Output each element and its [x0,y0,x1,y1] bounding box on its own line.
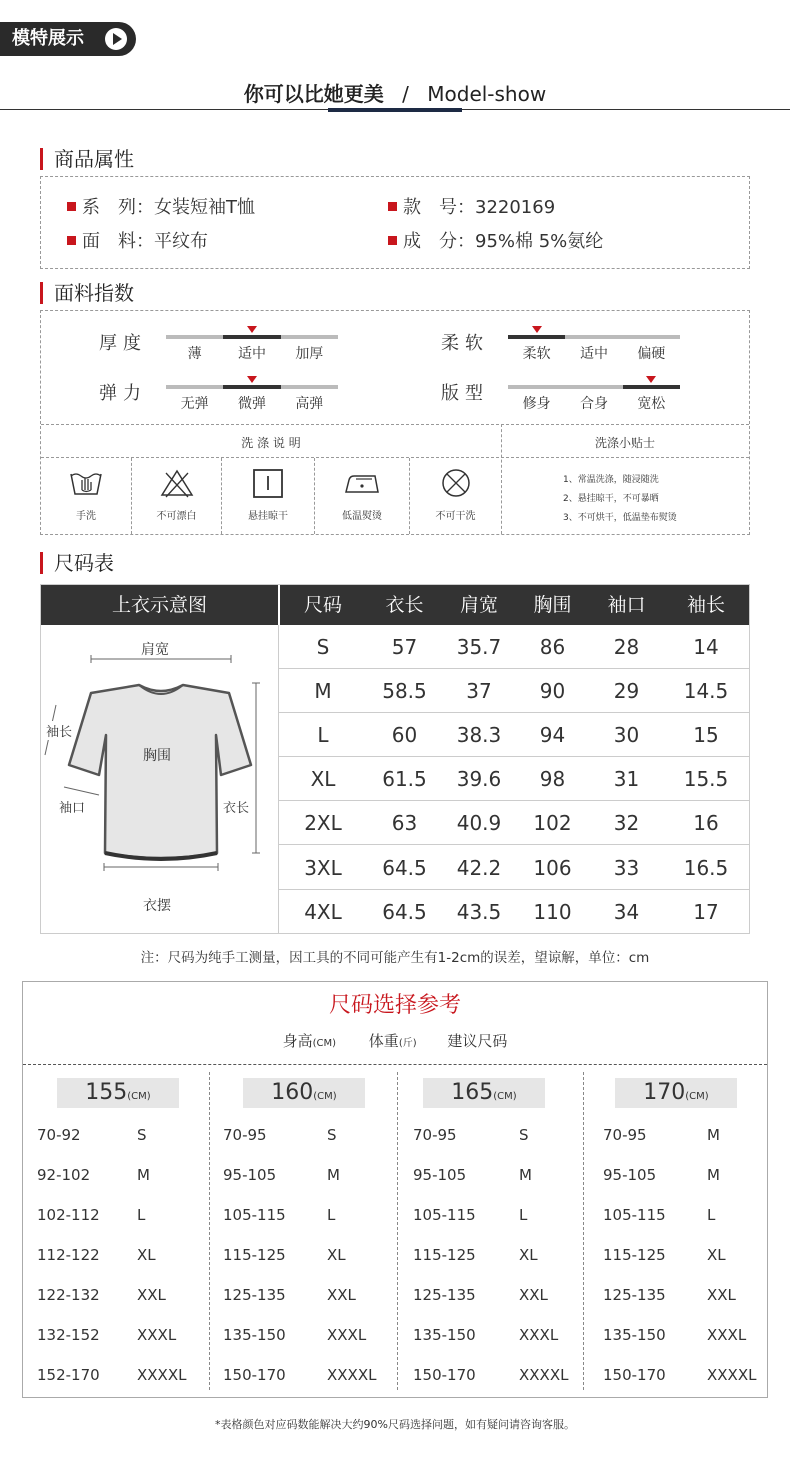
recommended-size: L [707,1206,716,1224]
table-cell: 17 [693,899,719,924]
index-track [508,335,680,339]
table-cell: 102 [533,811,572,836]
table-cell: 39.6 [456,767,502,792]
index-option: 薄 [187,346,202,362]
recommended-size: L [137,1206,146,1224]
recommended-size: XXL [707,1286,736,1304]
height-column-header [57,1078,179,1108]
height-value: 165 [451,1080,494,1105]
care-label: 手洗 [76,511,96,522]
subtitle-cn: 你可以比她更美 [243,82,384,106]
care-icons-row [41,458,501,534]
table-row [279,801,749,845]
table-cell: 30 [613,723,640,748]
recommended-size: M [519,1166,532,1184]
size-ref-footnote: *表格颜色对应码数能解决大约90%尺码选择问题，如有疑问请咨询客服。 [215,1418,575,1431]
table-cell: 57 [391,635,418,659]
height-unit: (CM) [685,1091,709,1102]
recommended-size: XXL [137,1286,166,1304]
care-label: 不可漂白 [156,511,197,522]
recommended-size: XXL [327,1286,356,1304]
attr-style-no: 款 号：3220169 [388,193,555,219]
table-cell: XL [310,767,336,792]
table-cell: L [317,723,329,748]
attr-composition: 成 分：95%棉 5%氨纶 [388,227,603,253]
care-label: 悬挂晾干 [248,511,288,522]
table-cell: 16 [693,811,719,836]
weight-range: 125-135 [223,1286,286,1304]
care-title: 洗 涤 说 明 [241,436,301,450]
index-option: 微弹 [237,396,266,412]
table-cell: 14 [693,635,719,659]
legend-size: 建议尺码 [447,1032,508,1050]
table-cell: S [316,635,330,659]
low-iron-icon [342,468,382,498]
tshirt-diagram [41,625,278,934]
no-bleach-icon [159,468,195,498]
weight-range: 92-102 [37,1166,91,1184]
table-cell: 61.5 [382,767,427,792]
weight-range: 135-150 [223,1326,286,1344]
height-value: 160 [271,1080,314,1105]
table-cell: 4XL [304,899,342,924]
table-cell: 58.5 [382,679,427,704]
weight-range: 112-122 [37,1246,100,1264]
index-option: 柔软 [522,346,551,362]
recommended-size: XXXXL [137,1366,187,1384]
weight-range: 102-112 [37,1206,100,1224]
index-track [166,335,338,339]
index-label: 弹力 [99,383,147,404]
table-cell: 40.9 [456,811,502,836]
recommended-size: XXXL [519,1326,559,1344]
weight-range: 132-152 [37,1326,100,1344]
recommended-size: XXL [519,1286,548,1304]
attributes-box [40,176,750,269]
column-header: 袖口 [607,594,646,616]
care-label: 不可干洗 [435,511,476,522]
index-option: 修身 [522,396,551,412]
legend-weight-unit: (斤) [398,1038,417,1049]
table-cell: 31 [613,767,640,792]
index-option: 偏硬 [637,346,666,362]
table-cell: 28 [613,635,640,659]
height-value: 170 [643,1080,686,1105]
table-cell: 34 [613,899,640,924]
table-cell: 32 [613,811,640,836]
index-option: 加厚 [295,346,324,362]
care-label: 低温熨烫 [342,511,382,522]
weight-range: 125-135 [603,1286,666,1304]
table-cell: 60 [391,723,418,748]
header-divider-accent [328,108,462,112]
recommended-size: XXXXL [707,1366,757,1384]
care-item-hand-wash [41,458,132,534]
index-track [508,385,680,389]
legend-height: 身高 [282,1032,313,1050]
table-cell: 37 [466,679,492,704]
weight-range: 95-105 [413,1166,467,1184]
table-row [279,846,749,890]
column-divider [583,1072,584,1390]
height-column-header [423,1078,545,1108]
table-row [279,625,749,669]
table-cell: 94 [539,723,566,748]
height-unit: (CM) [127,1091,151,1102]
weight-range: 70-95 [603,1126,647,1144]
index-option: 适中 [579,346,608,362]
size-ref-legend [23,1030,767,1051]
weight-range: 122-132 [37,1286,100,1304]
no-dry-clean-icon [438,468,474,498]
table-cell: 35.7 [456,635,502,659]
height-column-header [615,1078,737,1108]
subtitle-en: Model-show [427,82,547,106]
subtitle-separator: / [402,82,409,106]
play-icon[interactable] [105,28,127,50]
recommended-size: S [327,1126,337,1144]
weight-range: 135-150 [413,1326,476,1344]
table-cell: 38.3 [456,723,502,748]
recommended-size: XXXL [137,1326,177,1344]
selected-marker-icon [646,376,656,383]
recommended-size: M [137,1166,150,1184]
weight-range: 95-105 [223,1166,277,1184]
weight-range: 125-135 [413,1286,476,1304]
size-chart-note: 注：尺码为纯手工测量，因工具的不同可能产生有1-2cm的误差，望谅解，单位：cm [140,950,650,966]
table-row [279,890,749,934]
column-divider [397,1072,398,1390]
recommended-size: XL [519,1246,538,1264]
label-cuff: 袖口 [59,801,86,816]
recommended-size: S [137,1126,147,1144]
care-tips [563,471,677,528]
table-cell: 110 [533,899,572,924]
weight-range: 115-125 [603,1246,666,1264]
label-sleeve-length: 袖长 [46,721,72,740]
weight-range: 95-105 [603,1166,657,1184]
size-chart-header [41,585,749,625]
legend-height-unit: (CM) [312,1038,337,1049]
height-unit: (CM) [313,1091,337,1102]
selected-marker-icon [247,326,257,333]
tips-title: 洗涤小贴士 [594,436,655,450]
bullet-icon [67,202,76,211]
index-track-selected [223,385,280,389]
table-cell: 29 [613,679,640,704]
weight-range: 135-150 [603,1326,666,1344]
care-divider-top [41,424,749,425]
fabric-box [40,310,750,535]
attr-fabric: 面 料：平纹布 [67,227,208,253]
index-label: 厚度 [99,333,147,354]
table-row [279,713,749,757]
weight-range: 70-95 [223,1126,267,1144]
column-header: 肩宽 [459,594,498,616]
hand-wash-icon [68,468,104,498]
table-cell: 42.2 [456,855,502,880]
attr-series: 系 列：女装短袖T恤 [67,193,255,219]
care-tip: 2、悬挂晾干，不可暴晒 [563,494,659,504]
index-label: 柔软 [441,333,489,354]
table-cell: 86 [539,635,566,659]
weight-range: 105-115 [413,1206,476,1224]
index-track [166,385,338,389]
care-tip: 1、常温洗涤，随浸随洗 [563,475,659,485]
table-cell: 64.5 [382,899,427,924]
index-option: 高弹 [295,396,324,412]
section-title-size-chart: 尺码表 [40,552,114,574]
section-tag-model-show [0,22,136,56]
table-cell: 33 [613,855,640,880]
weight-range: 150-170 [413,1366,476,1384]
section-title-fabric: 面料指数 [40,282,134,304]
height-column-header [243,1078,365,1108]
height-value: 155 [85,1080,128,1105]
recommended-size: M [707,1126,720,1144]
size-chart-table [40,584,750,934]
table-cell: 43.5 [456,899,502,924]
weight-range: 150-170 [603,1366,666,1384]
bullet-icon [388,202,397,211]
column-header: 尺码 [303,594,342,616]
recommended-size: XL [707,1246,726,1264]
label-hem: 衣摆 [143,898,171,914]
index-label: 版型 [441,383,489,404]
weight-range: 150-170 [223,1366,286,1384]
table-cell: 3XL [304,855,342,880]
recommended-size: L [327,1206,336,1224]
weight-range: 70-95 [413,1126,457,1144]
table-cell: 2XL [304,811,342,836]
column-header: 衣长 [385,594,424,616]
size-ref-title: 尺码选择参考 [328,993,461,1018]
column-header: 胸围 [533,594,572,616]
table-cell: 64.5 [382,855,427,880]
table-row [279,757,749,801]
weight-range: 115-125 [413,1246,476,1264]
height-unit: (CM) [493,1091,517,1102]
selected-marker-icon [247,376,257,383]
tshirt-icon [41,625,278,934]
index-option: 合身 [579,396,608,412]
label-chest: 胸围 [143,748,171,764]
care-item-hang-dry [222,458,315,534]
recommended-size: XXXXL [327,1366,377,1384]
label-shoulder: 肩宽 [141,642,169,658]
page-subtitle [0,78,790,107]
label-length: 衣长 [223,797,249,816]
table-cell: 14.5 [683,679,729,704]
recommended-size: XL [327,1246,346,1264]
care-item-no-bleach [132,458,222,534]
index-option: 宽松 [637,396,666,412]
index-option: 适中 [237,346,266,362]
index-track-selected [223,335,280,339]
weight-range: 105-115 [223,1206,286,1224]
bullet-icon [67,236,76,245]
section-tag-label: 模特展示 [12,28,84,49]
recommended-size: L [519,1206,528,1224]
index-track-selected [623,385,680,389]
recommended-size: S [519,1126,529,1144]
weight-range: 152-170 [37,1366,100,1384]
table-cell: 90 [539,679,566,704]
index-track-selected [508,335,565,339]
index-option: 无弹 [180,396,209,412]
column-header: 袖长 [686,594,725,616]
recommended-size: XXXL [327,1326,367,1344]
table-cell: 16.5 [683,855,729,880]
recommended-size: XXXXL [519,1366,569,1384]
table-cell: 63 [391,811,418,836]
weight-range: 70-92 [37,1126,81,1144]
table-cell: 98 [539,767,566,792]
table-row [279,669,749,713]
weight-range: 115-125 [223,1246,286,1264]
selected-marker-icon [532,326,542,333]
weight-range: 105-115 [603,1206,666,1224]
table-cell: 106 [533,855,572,880]
table-cell: 15 [693,723,719,748]
recommended-size: XXXL [707,1326,747,1344]
care-tip: 3、不可烘干，低温垫布熨烫 [563,513,677,523]
size-ref-box [22,981,768,1398]
diagram-header: 上衣示意图 [111,594,207,616]
care-item-low-iron [315,458,410,534]
legend-weight: 体重 [368,1032,399,1050]
care-item-no-dry-clean [410,458,501,534]
size-ref-divider [23,1064,767,1065]
bullet-icon [388,236,397,245]
table-cell: 15.5 [683,767,729,792]
hang-dry-icon [250,468,286,498]
recommended-size: M [327,1166,340,1184]
recommended-size: XL [137,1246,156,1264]
recommended-size: M [707,1166,720,1184]
column-divider [209,1072,210,1390]
table-cell: M [314,679,332,704]
section-title-attributes: 商品属性 [40,148,134,170]
